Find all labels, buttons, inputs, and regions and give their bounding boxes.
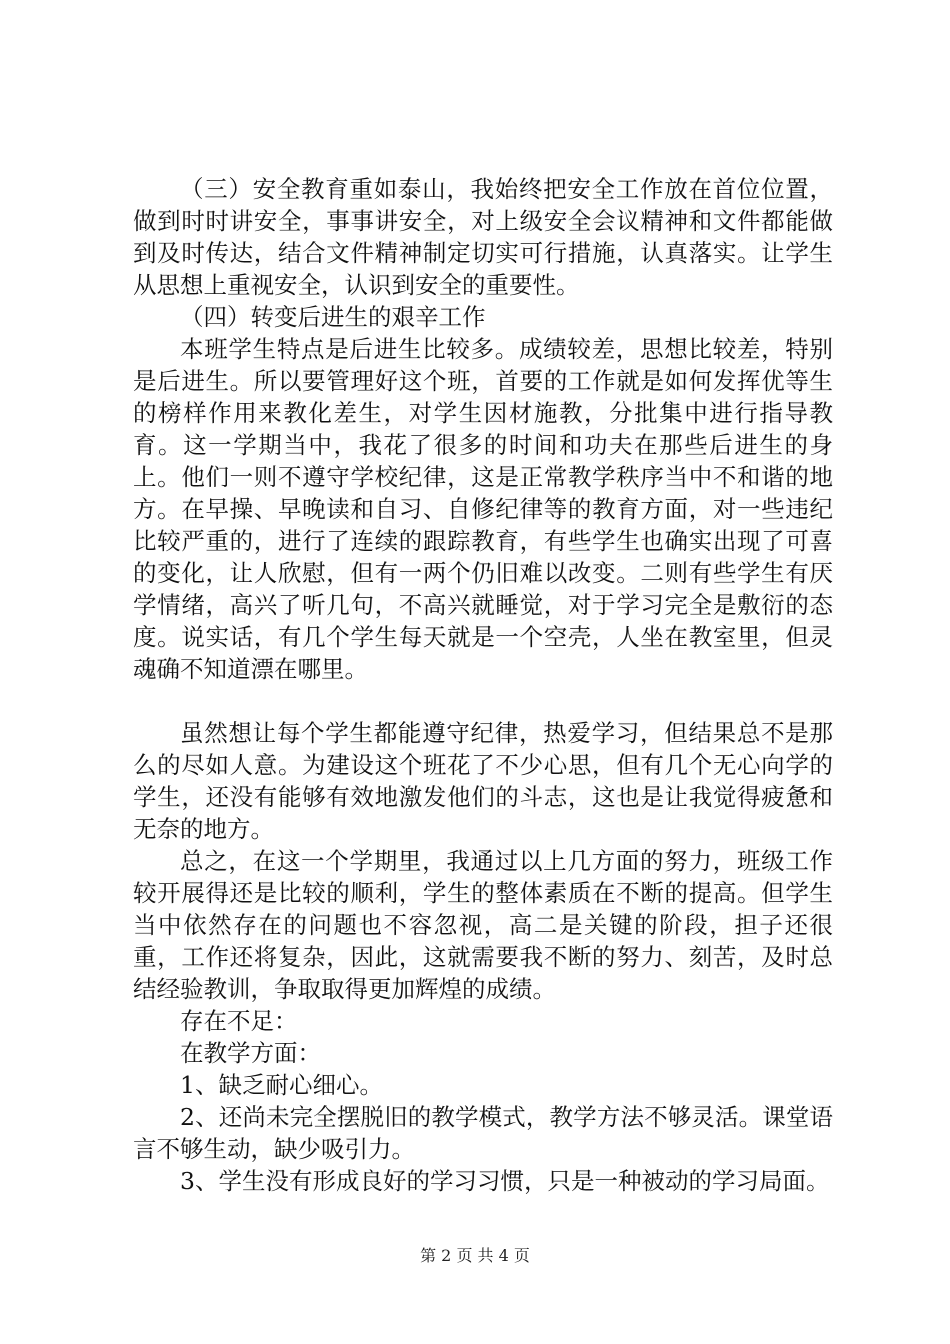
paragraph-safety: （三）安全教育重如泰山，我始终把安全工作放在首位位置，做到时时讲安全，事事讲安全，对上级安全会议精神和文件都能做到及时传达，结合文件精神制定切实可行措施，认真落实。让学生从思想上重视安全，认识到安全的重要性。 <box>133 175 833 299</box>
list-item-3: 3、学生没有形成良好的学习习惯，只是一种被动的学习局面。 <box>180 1167 830 1195</box>
paragraph-shortcomings-heading: 存在不足： <box>180 1007 298 1035</box>
paragraph-teaching-heading: 在教学方面： <box>180 1039 321 1067</box>
page-footer: 第 2 页 共 4 页 <box>420 1246 530 1265</box>
document-body <box>133 173 833 1197</box>
list-item-1: 1、缺乏耐心细心。 <box>180 1071 383 1099</box>
paragraph-summary: 总之，在这一个学期里，我通过以上几方面的努力，班级工作较开展得还是比较的顺利，学生的整体素质在不断的提高。但学生当中依然存在的问题也不容忽视，高二是关键的阶段，担子还很重，工作还将复杂，因此，这就需要我不断的努力、刻苦，及时总结经验教训，争取取得更加辉煌的成绩。 <box>133 847 833 1003</box>
list-item-2: 2、还尚未完全摆脱旧的教学模式，教学方法不够灵活。课堂语言不够生动，缺少吸引力。 <box>133 1103 833 1163</box>
paragraph-discipline: 虽然想让每个学生都能遵守纪律，热爱学习，但结果总不是那么的尽如人意。为建设这个班花了不少心思，但有几个无心向学的学生，还没有能够有效地激发他们的斗志，这也是让我觉得疲惫和无奈的地方。 <box>133 719 833 843</box>
section-heading-four: （四）转变后进生的艰辛工作 <box>180 303 486 331</box>
paragraph-backward-students: 本班学生特点是后进生比较多。成绩较差，思想比较差，特别是后进生。所以要管理好这个班，首要的工作就是如何发挥优等生的榜样作用来教化差生，对学生因材施教，分批集中进行指导教育。这一学期当中，我花了很多的时间和功夫在那些后进生的身上。他们一则不遵守学校纪律，这是正常教学秩序当中不和谐的地方。在早操、早晚读和自习、自修纪律等的教育方面，对一些违纪比较严重的，进行了连续的跟踪教育，有些学生也确实出现了可喜的变化，让人欣慰，但有一两个仍旧难以改变。二则有些学生有厌学情绪，高兴了听几句，不高兴就睡觉，对于学习完全是敷衍的态度。说实话，有几个学生每天就是一个空壳，人坐在教室里，但灵魂确不知道漂在哪里。 <box>133 335 833 683</box>
blank-line <box>133 685 833 717</box>
